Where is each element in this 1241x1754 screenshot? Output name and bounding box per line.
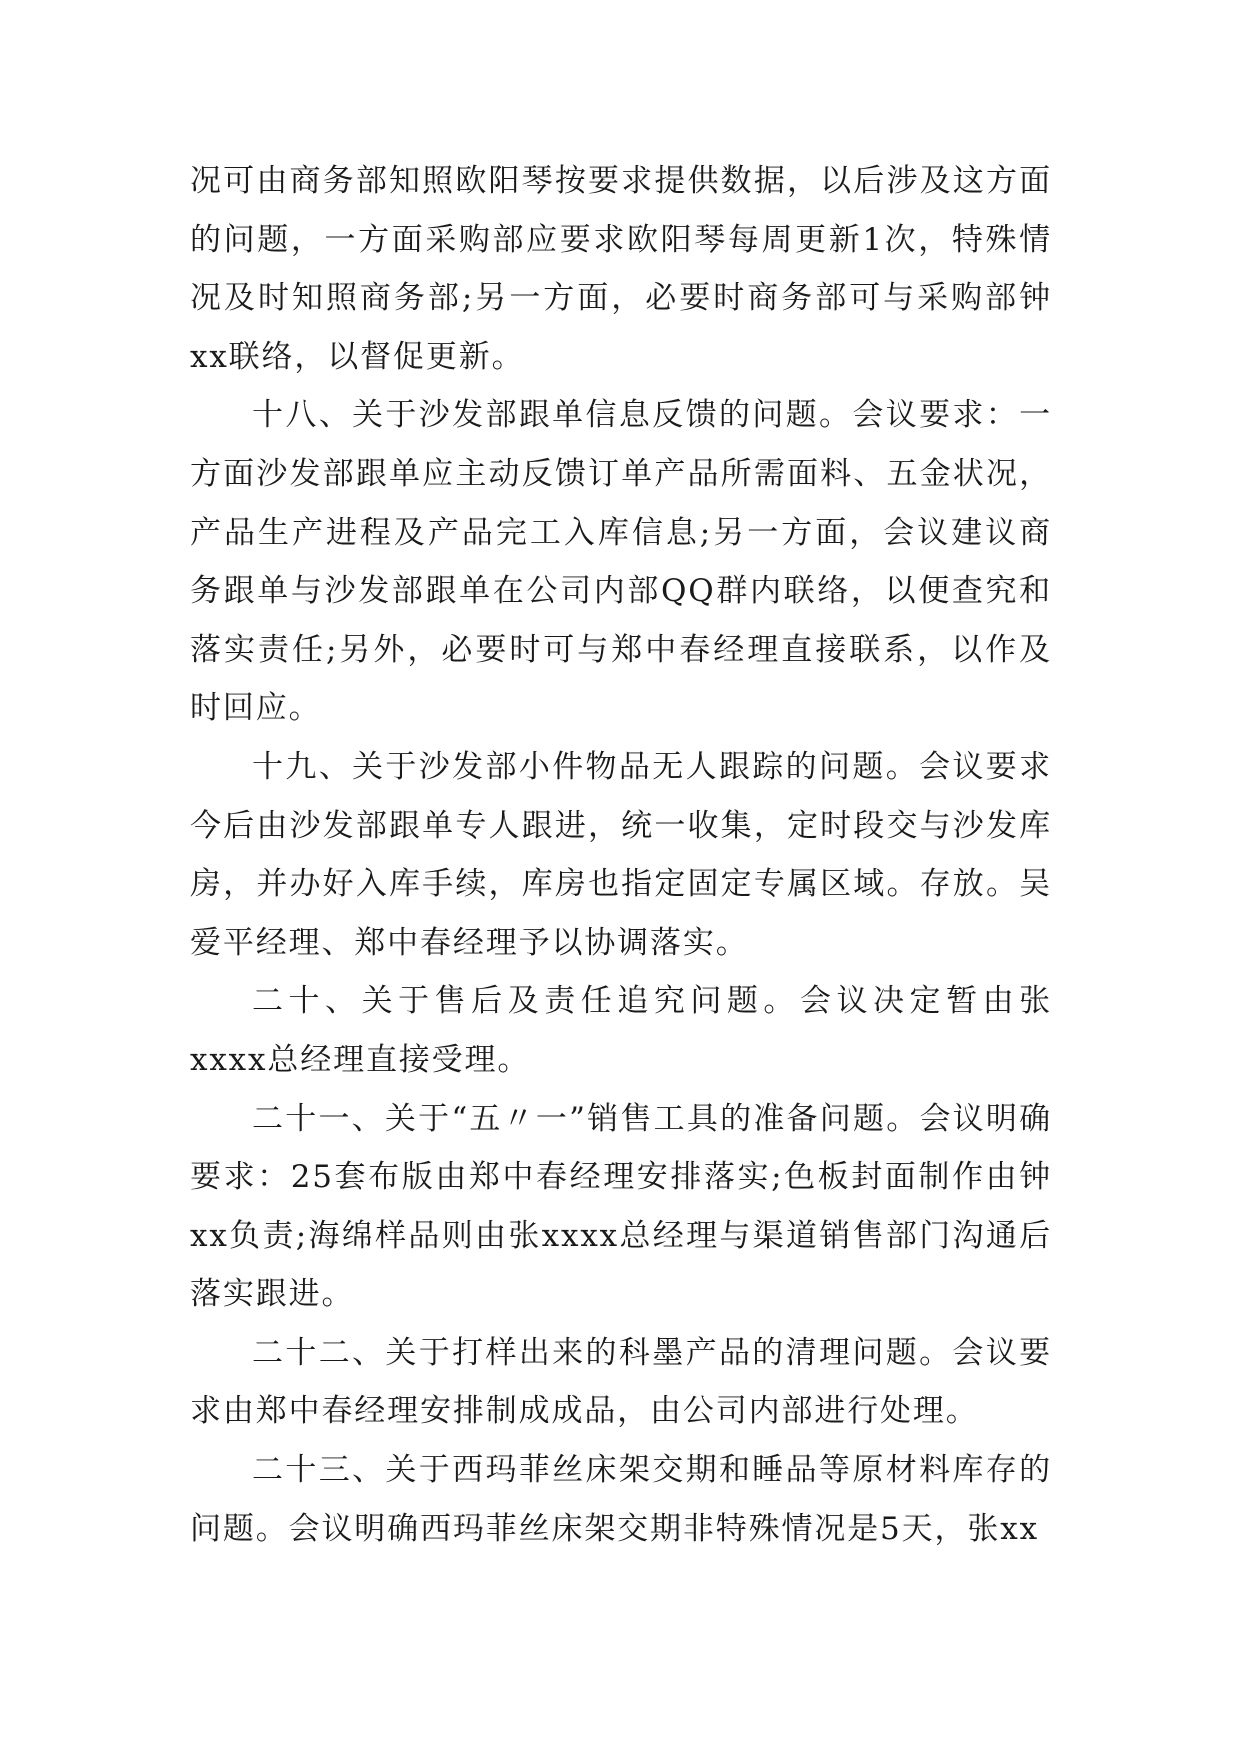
- paragraph-item-20: 二十、关于售后及责任追究问题。会议决定暂由张xxxx总经理直接受理。: [190, 983, 1052, 1078]
- paragraph-item-22: 二十二、关于打样出来的科墨产品的清理问题。会议要求由郑中春经理安排制成成品，由公司内部进行处理。: [190, 1334, 1052, 1430]
- paragraph-item-21: 二十一、关于“五〃一”销售工具的准备问题。会议明确要求：25套布版由郑中春经理安排落实;色板封面制作由钟xx负责;海绵样品则由张xxxx总经理与渠道销售部门沟通后落实跟进。: [190, 1100, 1052, 1313]
- document-page: [190, 152, 1052, 1558]
- paragraph-item-18: 十八、关于沙发部跟单信息反馈的问题。会议要求：一方面沙发部跟单应主动反馈订单产品所需面料、五金状况，产品生产进程及产品完工入库信息;另一方面，会议建议商务跟单与沙发部跟单在公司内部QQ群内联络，以便查究和落实责任;另外，必要时可与郑中春经理直接联系，以作及时回应。: [190, 397, 1052, 727]
- paragraph-item-19: 十九、关于沙发部小件物品无人跟踪的问题。会议要求今后由沙发部跟单专人跟进，统一收集，定时段交与沙发库房，并办好入库手续，库房也指定固定专属区域。存放。吴爱平经理、郑中春经理予以协调落实。: [190, 748, 1052, 961]
- paragraph-continued: 况可由商务部知照欧阳琴按要求提供数据，以后涉及这方面的问题，一方面采购部应要求欧阳琴每周更新1次，特殊情况及时知照商务部;另一方面，必要时商务部可与采购部钟xx联络，以督促更新。: [190, 163, 1052, 375]
- paragraph-item-23: 二十三、关于西玛菲丝床架交期和睡品等原材料库存的问题。会议明确西玛菲丝床架交期非特殊情况是5天，张xx: [190, 1452, 1052, 1547]
